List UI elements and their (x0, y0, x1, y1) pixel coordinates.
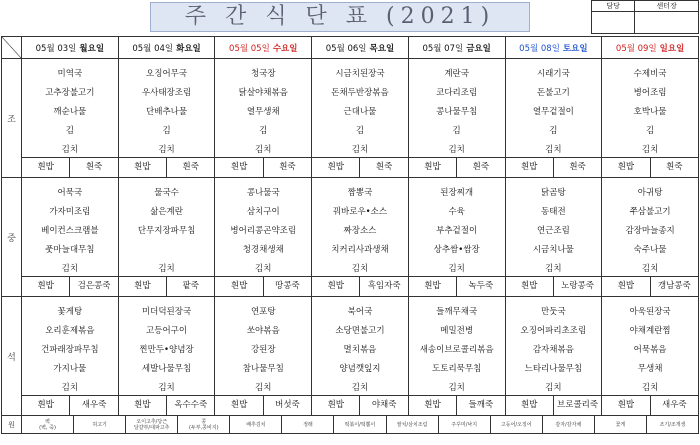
lunch-cell (505, 178, 602, 297)
dish-item: 짜장소스 (343, 226, 377, 236)
rice-item: 흰밥 (520, 162, 538, 172)
dish-list (22, 59, 118, 157)
rice-porridge-row (312, 276, 408, 296)
rice-item: 흰밥 (520, 400, 538, 410)
porridge-item: 흰죽 (69, 158, 117, 177)
rice-item: 흰밥 (37, 281, 54, 291)
porridge-item: 흰죽 (456, 158, 504, 177)
porridge-item: 들깨죽 (456, 396, 504, 415)
weekday-text: 목요일 (369, 43, 395, 54)
porridge-item: 녹두죽 (456, 277, 504, 296)
breakfast-cell (215, 59, 312, 178)
rice-item: 흰밥 (327, 281, 344, 291)
porridge-item: 버섯죽 (263, 396, 311, 415)
porridge-item: 흰죽 (650, 158, 698, 177)
dish-item: 김치 (351, 264, 369, 274)
dish-list (215, 59, 311, 157)
dish-item: 김치 (255, 264, 272, 274)
rice-porridge-row (506, 276, 602, 296)
dish-list (312, 297, 408, 395)
approval-staff-sign (592, 12, 635, 34)
rice-porridge-row (22, 157, 118, 177)
breakfast-cell (505, 59, 602, 178)
dish-item: 감장마늘종지 (625, 226, 675, 236)
breakfast-cell (602, 59, 699, 178)
dish-item: 병어리콩곤약조림 (230, 226, 297, 236)
rice-item: 흰밥 (37, 400, 54, 410)
origin-item (281, 416, 333, 433)
dinner-row (2, 297, 699, 416)
dish-item: 삼치구이 (246, 207, 280, 217)
dish-item: 양념깻잎지 (339, 364, 381, 374)
date-text: 05월 09일 (615, 43, 657, 54)
dish-item: 메밀전병 (440, 326, 474, 336)
approval-director-sign (635, 12, 699, 34)
lunch-cell (602, 178, 699, 297)
rice-item: 흰밥 (230, 281, 248, 291)
dish-item: 수육 (448, 207, 465, 217)
dish-item: 풋마늘대무침 (45, 245, 95, 255)
dish-item: 콩나물국 (246, 188, 280, 198)
origin-item (594, 416, 646, 433)
rice-porridge-row (506, 157, 602, 177)
dish-list (22, 178, 118, 276)
dish-item: 고추장불고기 (45, 88, 95, 98)
dish-item: 김 (259, 126, 268, 136)
dish-item: 미역국 (57, 69, 83, 79)
date-text: 05월 04일 (132, 43, 174, 54)
dish-item: 김 (355, 126, 365, 136)
porridge-item: 흑임자죽 (359, 277, 407, 296)
dish-item: 된장찌개 (440, 188, 474, 198)
dish-item: 닭곰탕 (541, 188, 566, 198)
porridge-item: 흰죽 (359, 158, 407, 177)
dish-item: 숙주나물 (633, 245, 667, 255)
lunch-cell (22, 178, 119, 297)
origin-text: 벽 (45, 418, 50, 425)
dish-item: 치커리사과생채 (331, 245, 389, 255)
dish-item: 청국장 (250, 69, 276, 79)
dish-item: 근대나물 (343, 107, 377, 117)
dish-item: 김치 (158, 264, 175, 274)
dish-item: 김치 (61, 145, 79, 155)
lunch-cell (408, 178, 505, 297)
date-text: 05월 05일 (229, 43, 270, 54)
dish-list (602, 178, 698, 276)
weekday-text: 토요일 (562, 43, 588, 54)
origin-text: (두부,콩비지) (188, 424, 219, 431)
rice-item: 흰밥 (134, 281, 151, 291)
origin-text: 떡볶이/떡뽑이 (344, 421, 376, 428)
date-header-row (2, 37, 699, 59)
dish-list (312, 178, 408, 276)
lunch-cell (215, 178, 312, 297)
dish-item: 도토리묵무침 (432, 364, 482, 374)
rice-item: 흰밥 (424, 400, 441, 410)
origin-text: 감자/감자채 (555, 421, 582, 428)
rice-porridge-row (119, 276, 215, 296)
origin-item (438, 416, 490, 433)
dish-item: 콩나물무침 (436, 107, 478, 117)
dish-item: 단무지장파무침 (137, 226, 196, 236)
dish-item: 돈채두반장볶음 (331, 88, 389, 98)
dish-item (119, 241, 215, 260)
date-header-3 (312, 37, 409, 59)
dish-item: 코다리조림 (436, 88, 478, 98)
dish-item: 김치 (255, 383, 272, 393)
dish-item: 멸치볶음 (343, 345, 377, 355)
dish-list (119, 297, 215, 395)
origin-text: 고등어/오징어 (500, 421, 532, 428)
dish-item: 꽃게탕 (57, 307, 83, 317)
rice-item: 흰밥 (617, 162, 635, 172)
dish-item: 깨순나물 (53, 107, 87, 117)
weekday-text: 일요일 (659, 43, 685, 54)
porridge-item: 땅콩죽 (263, 277, 311, 296)
dish-item: 연근조림 (536, 226, 570, 236)
rice-item: 흰밥 (134, 400, 151, 410)
dish-item: 김치 (158, 383, 175, 393)
dish-item: 김치 (545, 264, 562, 274)
dish-item: 동태전 (541, 207, 566, 217)
dish-item: 가자미조림 (49, 207, 91, 217)
dish-item: 쭈삼불고기 (629, 207, 671, 217)
date-header-6 (602, 37, 699, 59)
dish-item: 우사태장조림 (141, 88, 192, 98)
dish-item: 부추겉절이 (436, 226, 478, 236)
breakfast-cell (312, 59, 409, 178)
dish-item: 김치 (158, 145, 175, 155)
approval-director-label: 센터장 (635, 1, 699, 12)
rice-porridge-row (602, 395, 698, 415)
dish-item: 김치 (351, 145, 369, 155)
dish-item: 수제비국 (633, 69, 667, 79)
origin-item (542, 416, 594, 433)
origin-item (177, 416, 229, 433)
dish-item: 들깨무채국 (436, 307, 478, 317)
dish-list (22, 297, 118, 395)
origin-label: 원 (2, 416, 22, 434)
dish-item: 꿔바로우•소스 (332, 207, 388, 217)
dish-list (409, 59, 505, 157)
dish-list (119, 59, 215, 157)
breakfast-cell (118, 59, 215, 178)
rice-porridge-row (215, 157, 311, 177)
rice-porridge-row (409, 276, 505, 296)
rice-porridge-row (602, 157, 698, 177)
dinner-cell (22, 297, 119, 416)
origin-item (646, 416, 698, 433)
date-header-0 (22, 37, 119, 59)
porridge-item: 검은콩죽 (69, 277, 117, 296)
dish-item: 김치 (641, 383, 659, 393)
weekday-text: 월요일 (79, 43, 105, 54)
rice-porridge-row (215, 276, 311, 296)
porridge-item: 갱남콩죽 (650, 277, 698, 296)
rice-porridge-row (312, 157, 408, 177)
dish-item: 세발나물무침 (141, 364, 192, 374)
dish-item: 오징어파리초조림 (520, 326, 587, 336)
date-text: 05월 03일 (35, 43, 77, 54)
dish-item: 열무겉절이 (532, 107, 574, 117)
porridge-item: 새우죽 (69, 396, 117, 415)
dinner-cell (505, 297, 602, 416)
dish-item: 상추쌈•쌈장 (433, 245, 480, 255)
dish-list (312, 59, 408, 157)
dish-item: 아귀탕 (637, 188, 663, 198)
dish-item: 강된장 (250, 345, 276, 355)
dish-item: 만둣국 (541, 307, 566, 317)
dish-item: 김치 (448, 145, 465, 155)
lunch-row (2, 178, 699, 297)
dinner-cell (408, 297, 505, 416)
date-text: 05월 07일 (422, 43, 464, 54)
weekly-menu-table (1, 36, 699, 434)
dish-item: 삶은계란 (150, 207, 183, 217)
origin-text: 배추김치 (246, 421, 266, 428)
dish-list (409, 297, 505, 395)
dish-item: 베이컨스크램블 (41, 226, 99, 236)
lunch-label: 중 (2, 178, 22, 297)
dish-item: 연포탕 (250, 307, 276, 317)
weekday-text: 금요일 (466, 43, 491, 54)
dish-item: 김 (549, 126, 558, 136)
dinner-cell (312, 297, 409, 416)
dish-item: 김치 (61, 383, 79, 393)
dish-item: 오징어무국 (146, 69, 188, 79)
dish-item: 김 (65, 126, 74, 136)
porridge-item: 흰죽 (263, 158, 311, 177)
dish-item: 시금치된장국 (335, 69, 385, 79)
origin-text: 달걀부/대파고추 (133, 424, 170, 431)
dish-item: 김치 (61, 264, 79, 274)
dish-item: 김치 (448, 383, 465, 393)
dish-item: 짬뽕국 (347, 188, 373, 198)
dish-item: 김 (162, 126, 171, 136)
rice-item: 흰밥 (424, 162, 441, 172)
rice-porridge-row (312, 395, 408, 415)
dish-list (602, 59, 698, 157)
origin-item (125, 416, 177, 433)
date-header-4 (408, 37, 505, 59)
dish-item: 시금치나물 (532, 245, 574, 255)
rice-item: 흰밥 (617, 400, 635, 410)
header-corner (2, 37, 22, 59)
origin-text: 주꾸미/낙지 (451, 421, 478, 428)
dish-item: 아욱된장국 (629, 307, 671, 317)
rice-item: 흰밥 (424, 281, 441, 291)
dish-item: 미더덕된장국 (141, 307, 192, 317)
dish-item: 새송이브로콜리볶음 (419, 345, 494, 355)
dish-item: 계란국 (444, 69, 469, 79)
origin-item (490, 416, 542, 433)
dish-item: 물국수 (154, 188, 179, 198)
origin-item (73, 416, 125, 433)
rice-item: 흰밥 (37, 162, 54, 172)
dish-item: 느타리나물무침 (524, 364, 583, 374)
dish-item: 김치 (545, 145, 562, 155)
breakfast-row (2, 59, 699, 178)
date-text: 05월 08일 (519, 43, 560, 54)
origin-text: 허고기 (92, 421, 107, 428)
dish-list (215, 178, 311, 276)
dish-list (506, 297, 602, 395)
dish-item: 단배추나물 (146, 107, 188, 117)
dish-item: 시래기국 (536, 69, 570, 79)
dish-item: 김치 (351, 383, 369, 393)
rice-item: 흰밥 (520, 281, 538, 291)
dish-item: 찐만두•양념장 (139, 345, 194, 355)
approval-staff-label: 담당 (592, 1, 635, 12)
dish-list (409, 178, 505, 276)
rice-porridge-row (409, 395, 505, 415)
dish-item: 북어국 (347, 307, 373, 317)
dish-item: 김치 (641, 145, 659, 155)
date-header-1 (118, 37, 215, 59)
date-header-2 (215, 37, 312, 59)
dish-item: 오리훈제볶음 (45, 326, 95, 336)
lunch-cell (312, 178, 409, 297)
dish-list (215, 297, 311, 395)
dish-item: 야채계란찜 (629, 326, 671, 336)
origin-item (229, 416, 281, 433)
rice-item: 흰밥 (327, 400, 344, 410)
approval-box (591, 0, 699, 34)
rice-item: 흰밥 (617, 281, 635, 291)
porridge-item: 흰죽 (553, 158, 601, 177)
dish-item: 어묵국 (57, 188, 83, 198)
lunch-cell (118, 178, 215, 297)
origin-text: 콩 (201, 418, 207, 425)
dish-item: 김치 (545, 383, 562, 393)
rice-porridge-row (22, 395, 118, 415)
rice-item: 흰밥 (230, 400, 248, 410)
porridge-item: 팥죽 (166, 277, 214, 296)
dish-item: 어묵볶음 (633, 345, 667, 355)
origin-item (333, 416, 385, 433)
dish-item: 병어조림 (633, 88, 667, 98)
dish-item: 고등어구이 (146, 326, 188, 336)
rice-item: 흰밥 (327, 162, 344, 172)
origin-info-cell (22, 416, 699, 434)
dinner-cell (118, 297, 215, 416)
breakfast-cell (408, 59, 505, 178)
dish-item: 돈불고기 (536, 88, 570, 98)
origin-item (386, 416, 438, 433)
dish-item: 김치 (448, 264, 465, 274)
origin-item (22, 416, 73, 433)
date-text: 05월 06일 (325, 43, 367, 54)
origin-text: (벽, 죽) (39, 424, 56, 431)
dish-list (602, 297, 698, 395)
dinner-cell (602, 297, 699, 416)
dish-item: 김치 (255, 145, 272, 155)
dish-item: 감자채볶음 (532, 345, 574, 355)
rice-item: 흰밥 (134, 162, 151, 172)
weekday-text: 화요일 (176, 43, 201, 54)
porridge-item: 새우죽 (650, 396, 698, 415)
porridge-item: 야채죽 (359, 396, 407, 415)
dinner-label: 석 (2, 297, 22, 416)
porridge-item: 옥수수죽 (166, 396, 214, 415)
dish-item: 가지나물 (53, 364, 87, 374)
origin-text: 꽃게 (615, 421, 626, 428)
rice-porridge-row (409, 157, 505, 177)
porridge-item: 브로콜리죽 (553, 396, 601, 415)
dish-item: 청경채생채 (242, 245, 284, 255)
rice-porridge-row (22, 276, 118, 296)
dish-item: 건파래장파무침 (41, 345, 99, 355)
origin-text: 오이고추/당근 (136, 418, 168, 425)
rice-porridge-row (119, 157, 215, 177)
page-title: 주 간 식 단 표 (2021) (150, 2, 530, 32)
origin-text: 정래 (303, 421, 313, 428)
dinner-cell (215, 297, 312, 416)
porridge-item: 흰죽 (166, 158, 214, 177)
rice-item: 흰밥 (230, 162, 248, 172)
rice-porridge-row (602, 276, 698, 296)
dish-list (119, 178, 215, 276)
dish-item: 김치 (641, 264, 659, 274)
breakfast-cell (22, 59, 119, 178)
dish-item: 참나물무침 (242, 364, 284, 374)
rice-porridge-row (119, 395, 215, 415)
dish-item: 김 (646, 126, 655, 136)
dish-item: 소당면불고기 (335, 326, 385, 336)
date-header-5 (505, 37, 602, 59)
dish-item: 김 (452, 126, 461, 136)
rice-porridge-row (215, 395, 311, 415)
origin-info-row (2, 416, 699, 434)
dish-item: 호박나물 (633, 107, 667, 117)
origin-text: 조기/조개생 (659, 421, 686, 428)
dish-item: 무생채 (637, 364, 663, 374)
porridge-item: 노랑콩죽 (553, 277, 601, 296)
dish-list (506, 59, 602, 157)
dish-list (506, 178, 602, 276)
weekday-text: 수요일 (272, 43, 298, 54)
rice-porridge-row (506, 395, 602, 415)
breakfast-label: 조 (2, 59, 22, 178)
origin-text: 쌀치/삼치조림 (396, 421, 428, 428)
dish-item: 쏘야볶음 (246, 326, 280, 336)
dish-item: 열무생채 (246, 107, 280, 117)
dish-item: 닭살야채볶음 (238, 88, 288, 98)
title-bar (0, 0, 700, 36)
